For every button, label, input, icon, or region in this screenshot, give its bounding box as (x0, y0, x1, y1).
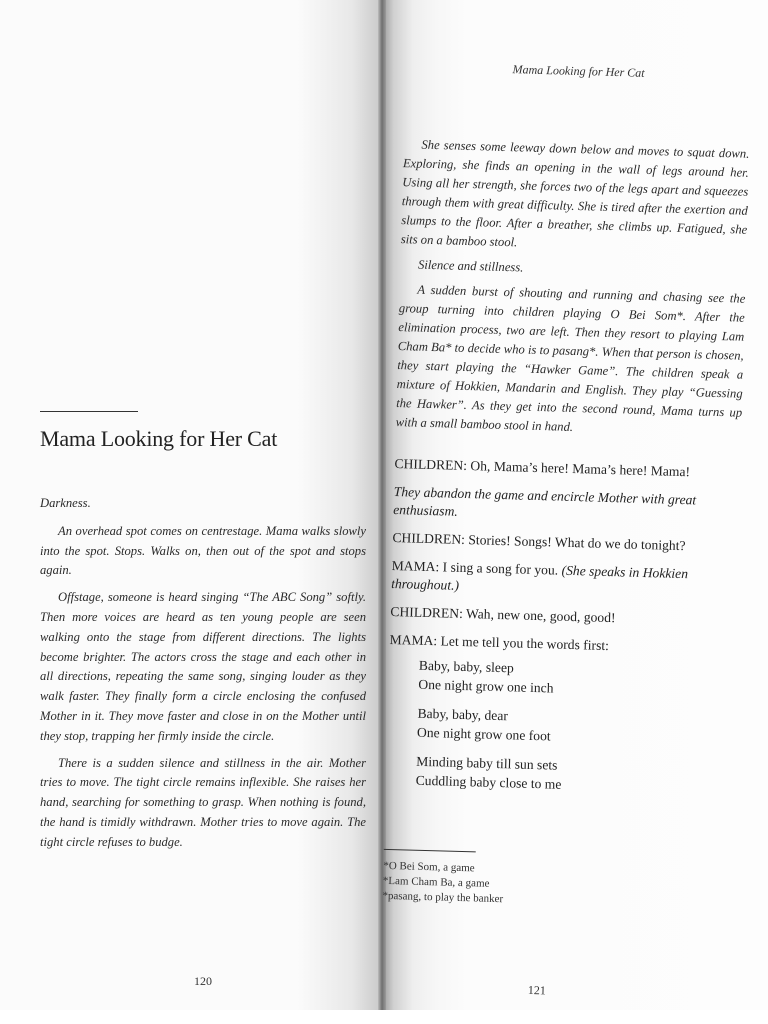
dialogue-line (392, 529, 738, 557)
song-verse (415, 656, 719, 808)
paragraph: There is a sudden silence and stillness in the air. Mother tries to move. The tight circle remains inflexible. She raises her hand, searching for something to grasp. When nothing is found, the hand is timidly withdrawn. Mother tries to move again. The tight circle refuses to budge. (40, 755, 366, 849)
left-page-body (40, 494, 366, 860)
title-rule (40, 411, 138, 412)
page-number: 121 (527, 982, 547, 998)
right-page-content (380, 51, 752, 1010)
chapter-title: Mama Looking for Her Cat (40, 426, 278, 451)
verse-line: Baby, baby, dear (417, 705, 509, 724)
inline-direction: (She speaks in Hokkien throughout.) (390, 562, 689, 593)
dialogue-line (390, 603, 736, 631)
verse-line: Cuddling baby close to me (415, 772, 562, 792)
paragraph: A sudden burst of shouting and running and chasing see the group turning into children playing O Bei Som*. After the elimination process, two are left. Then they resort to playing Lam Cham Ba* to decide who is to pasang*. When that person is chosen, they start playing the “Hawker Game”. The children speak a mixture of Hokkien, Mandarin and English. They play “Guessing the Hawker”. As they get into the second round, Mama turns up with a small bamboo stool in hand. (395, 282, 746, 434)
verse-line: Minding baby till sun sets (416, 753, 558, 773)
verse-line: One night grow one foot (416, 724, 551, 744)
paragraph: Darkness. (40, 496, 91, 510)
speaker: MAMA: (389, 631, 438, 649)
speaker: CHILDREN: (390, 603, 464, 621)
stanza (417, 704, 718, 750)
stanza (418, 656, 719, 702)
verse-line: One night grow one inch (418, 676, 554, 696)
paragraph: She senses some leeway down below and moves to squat down. Exploring, she finds an opening in the wall of legs around her. Using all her strength, she forces two of the legs apart and squeezes through them with great difficulty. She is tired after the exertion and slumps to the floor. After a breather, she climbs up. Fatigued, she sits on a bamboo stool. (400, 137, 750, 250)
footnote: *pasang, to play the banker (382, 889, 504, 906)
paragraph: Silence and stillness. (417, 257, 524, 275)
dialogue-line (389, 631, 735, 659)
paragraph: An overhead spot comes on centrestage. Mama walks slowly into the spot. Stops. Walks on, then out of the spot and stops again. (40, 523, 366, 578)
speech: Let me tell you the words first: (440, 633, 610, 654)
scan-margin (0, 1010, 768, 1024)
stage-directions (395, 135, 749, 448)
stanza (415, 752, 716, 798)
page-number: 120 (194, 974, 212, 988)
footnotes (382, 859, 583, 910)
dialogue (389, 455, 741, 669)
stage-direction-line: They abandon the game and encircle Mother with great enthusiasm. (393, 484, 697, 519)
dialogue-line (394, 455, 740, 483)
left-page (0, 0, 382, 1010)
footnote-rule (384, 849, 476, 853)
dialogue-line (391, 557, 738, 603)
footnote: *O Bei Som, a game (383, 859, 475, 875)
speaker: MAMA: (391, 557, 440, 575)
speech: I sing a song for you. (442, 559, 559, 578)
running-head: Mama Looking for Her Cat (512, 62, 645, 80)
footnote: *Lam Cham Ba, a game (382, 874, 490, 890)
speaker: CHILDREN: (394, 456, 468, 474)
paragraph: Offstage, someone is heard singing “The ABC Song” softly. Then more voices are heard as ten young people are seen walking onto the stage from different directions. The lights become brighter. The actors cross the stage and each other in all directions, repeating the same song, singing louder as they walk faster. They finally form a circle enclosing the confused Mother in it. They move faster and close in on the Mother until they stop, trapping her firmly inside the circle. (40, 590, 366, 743)
speaker: CHILDREN: (392, 529, 466, 548)
speech: Oh, Mama’s here! Mama’s here! Mama! (470, 458, 691, 480)
speech: Stories! Songs! What do we do tonight? (468, 532, 686, 554)
verse-line: Baby, baby, sleep (418, 657, 514, 676)
speech: Wah, new one, good, good! (465, 606, 616, 626)
